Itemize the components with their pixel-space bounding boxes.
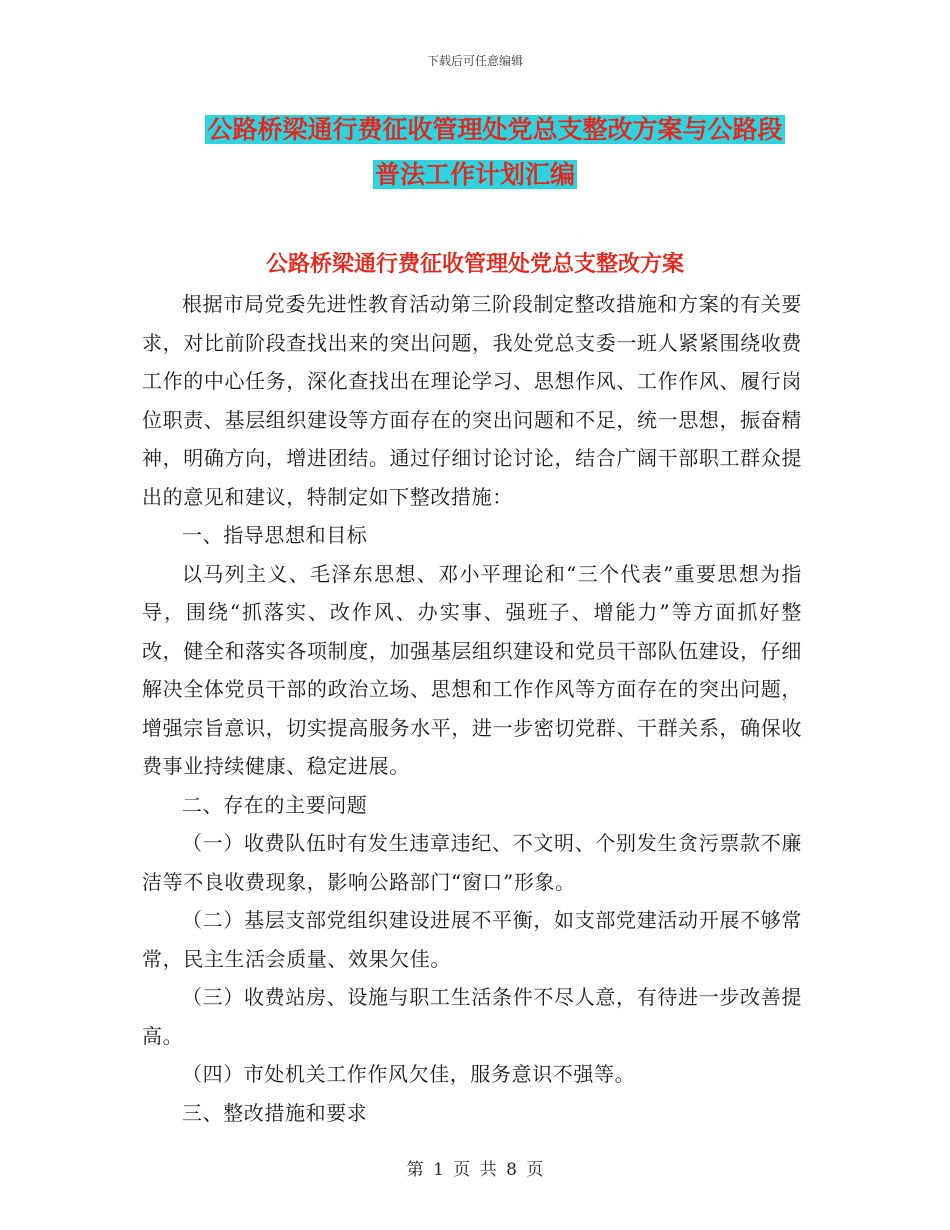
heading-guiding-ideology: 一、指导思想和目标 [182,523,368,547]
paragraph: 以马列主义、毛泽东思想、邓小平理论和“三个代表”重要思想为指导，围绕“抓落实、改作风、办实事、强班子、增能力”等方面抓好整改，健全和落实各项制度，加强基层组织建设和党员干部队伍建设，仔细解决全体党员干部的政治立场、思想和工作作风等方面存在的突出问题，增强宗旨意识，切实提高服务水平，进一步密切党群、干群关系，确保收费事业持续健康、稳定进展。 [142,561,802,778]
paragraph: 根据市局党委先进性教育活动第三阶段制定整改措施和方案的有关要求，对比前阶段查找出来的突出问题，我处党总支委一班人紧紧围绕收费工作的中心任务，深化查找出在理论学习、思想作风、工作作风、履行岗位职责、基层组织建设等方面存在的突出问题和不足，统一思想，振奋精神，明确方向，增进团结。通过仔细讨论讨论，结合广阔干部职工群众提出的意见和建议，特制定如下整改措施： [142,292,802,509]
document-title-line-1 [20,114,950,146]
paragraph: （二）基层支部党组织建设进展不平衡，如支部党建活动开展不够常常，民主生活会质量、效果欠佳。 [142,908,802,971]
document-title-line-2 [0,159,950,191]
heading-main-problems: 二、存在的主要问题 [182,792,368,817]
paragraph: （四）市处机关工作作风欠佳，服务意识不强等。 [182,1062,636,1086]
heading-measures: 三、整改措施和要求 [182,1100,368,1125]
paragraph: （一）收费队伍时有发生违章违纪、不文明、个别发生贪污票款不廉洁等不良收费现象，影响公路部门“窗口”形象。 [142,831,802,894]
section-title: 公路桥梁通行费征收管理处党总支整改方案 [265,251,684,277]
page-number-footer: 第 1 页 共 8 页 [406,1160,544,1180]
title-highlight: 普法工作计划汇编 [374,160,575,189]
document-body [142,285,802,1132]
title-highlight: 公路桥梁通行费征收管理处党总支整改方案与公路段 [207,115,783,144]
paragraph: （三）收费站房、设施与职工生活条件不尽人意，有待进一步改善提高。 [142,985,802,1048]
header-note: 下载后可任意编辑 [426,54,523,68]
